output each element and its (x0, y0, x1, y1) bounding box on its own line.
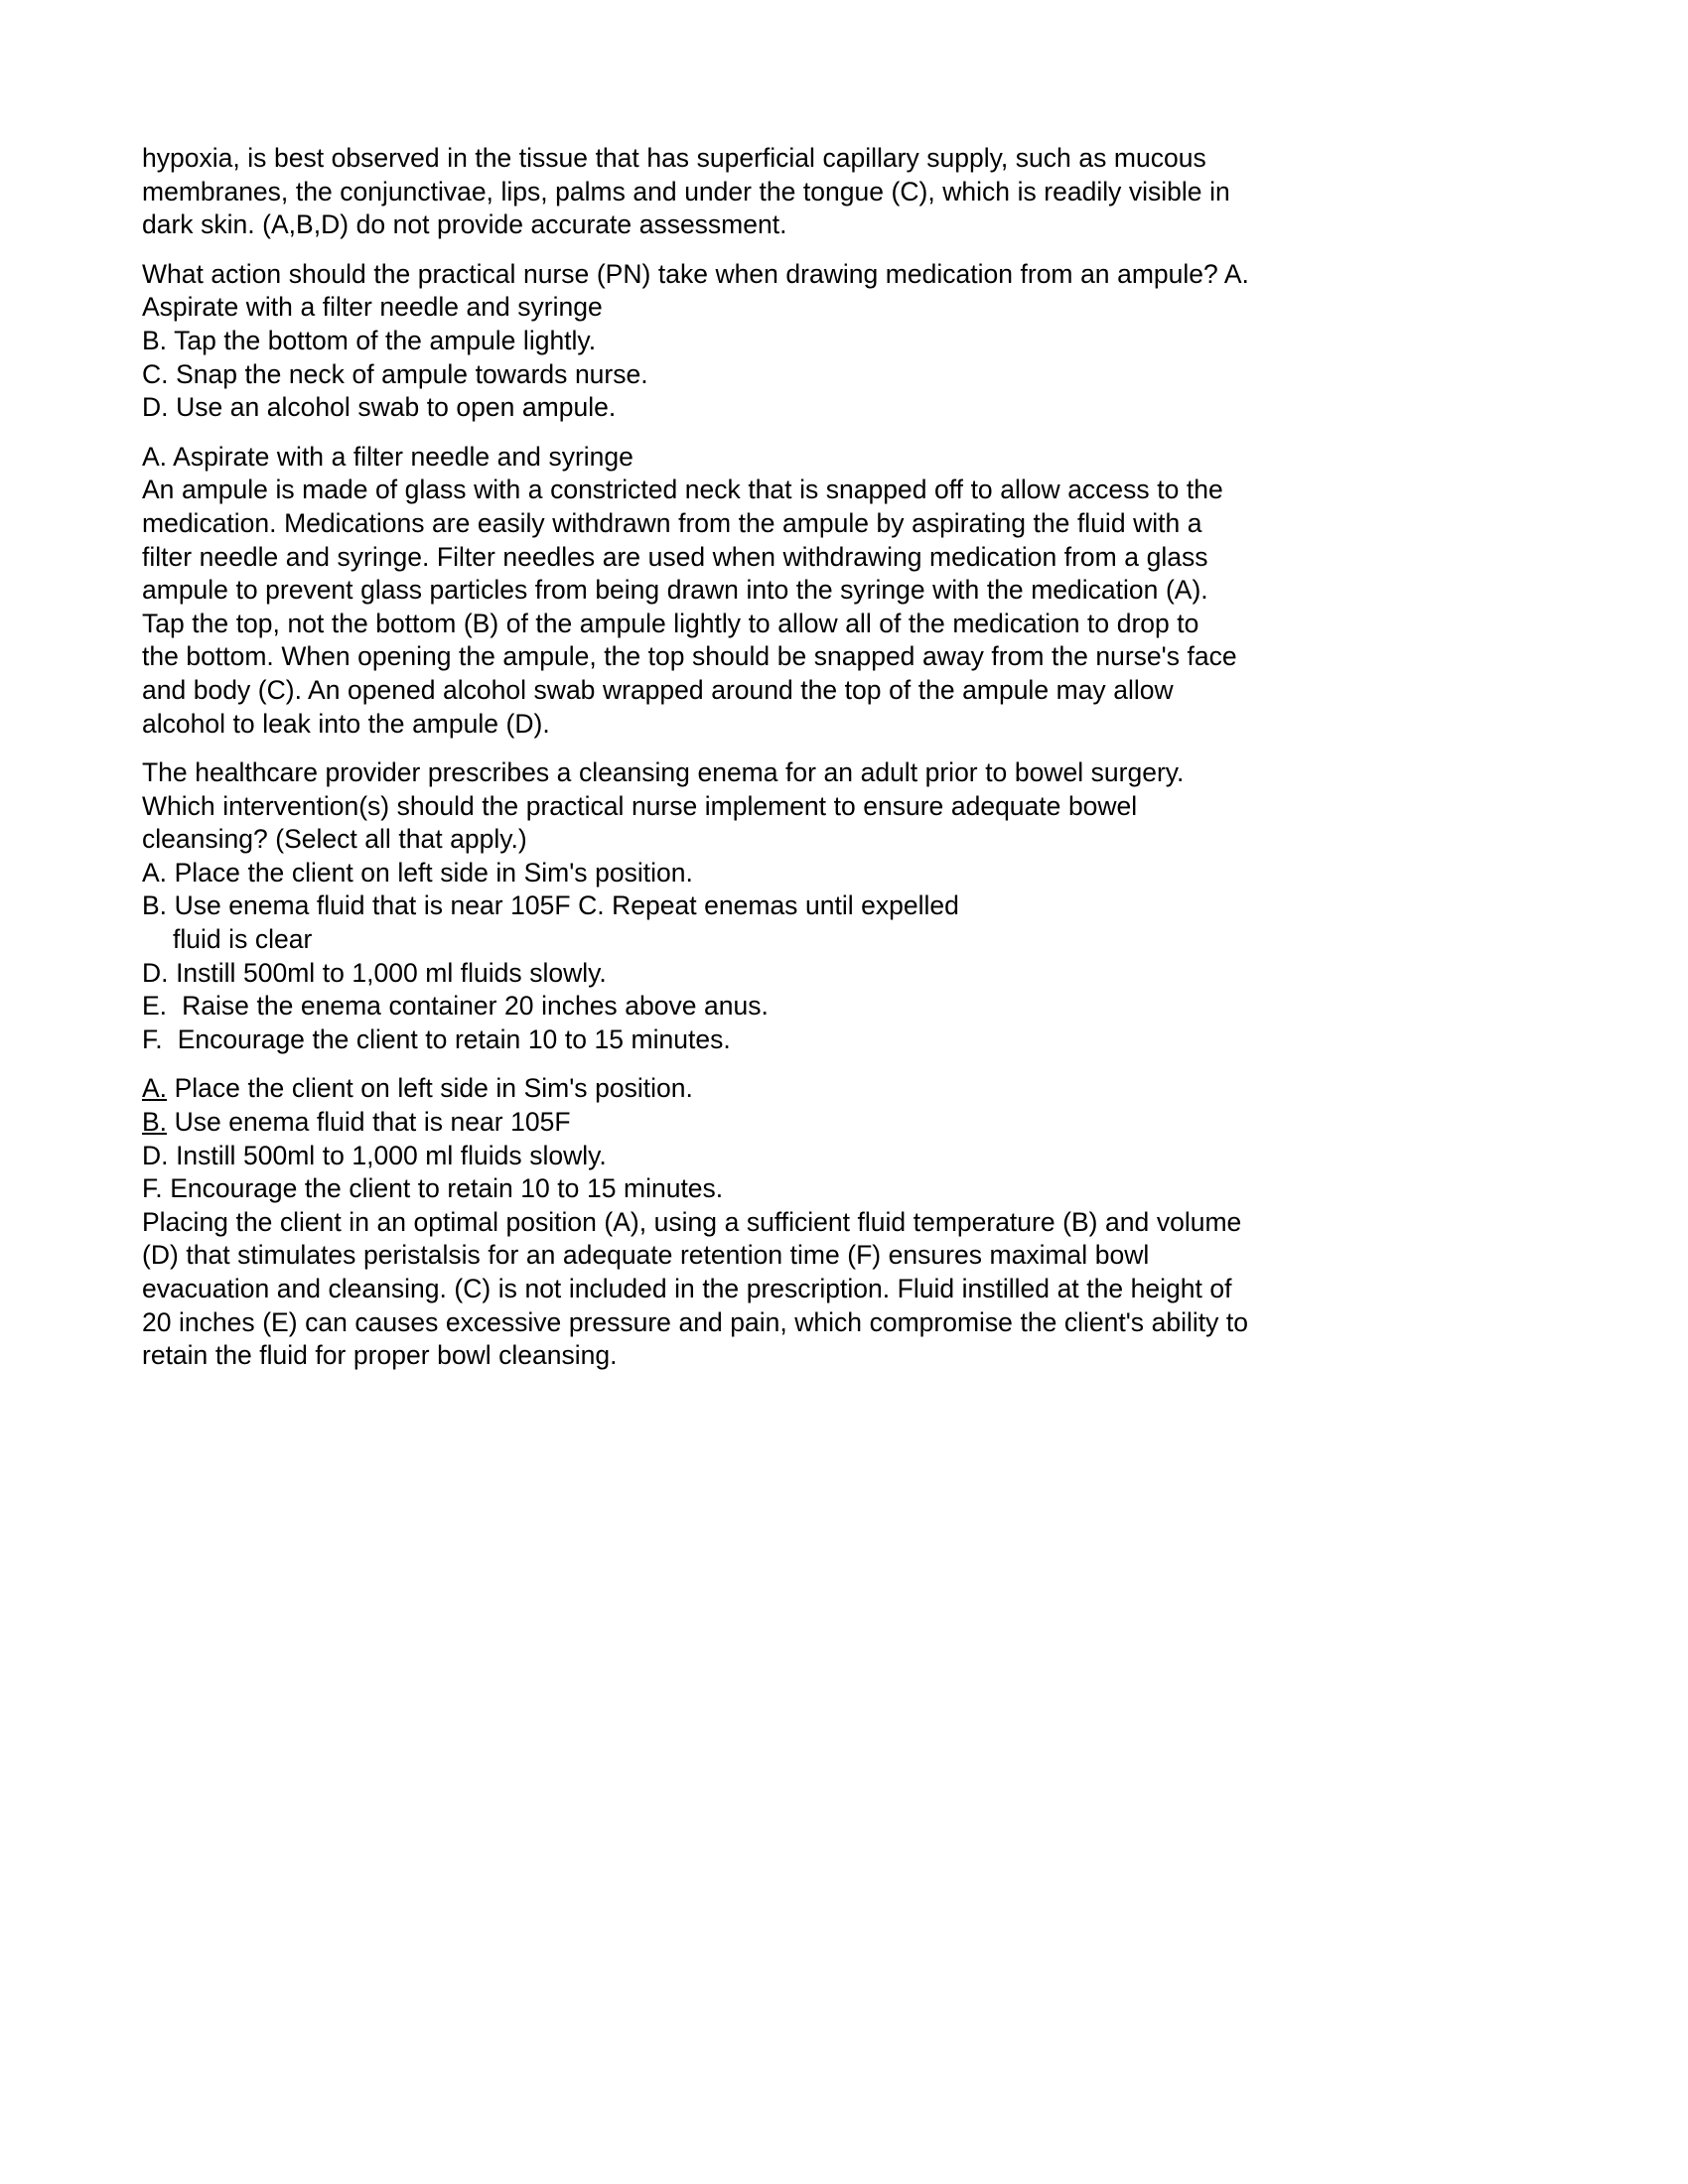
text-line: dark skin. (A,B,D) do not provide accurate assessment. (142, 209, 787, 240)
text-line: membranes, the conjunctivae, lips, palms and under the tongue (C), which is readily visible in (142, 176, 1230, 206)
text-line: Tap the top, not the bottom (B) of the ampule lightly to allow all of the medication to drop to (142, 608, 1199, 638)
text-line: retain the fluid for proper bowl cleansing. (142, 1340, 618, 1371)
answer-letter-d: D. (142, 1140, 169, 1170)
paragraph-enema-question (142, 756, 1455, 1056)
answer-letter-b: B. (142, 1107, 168, 1138)
answer-key-line-f (142, 1172, 1455, 1206)
text-line: An ampule is made of glass with a constricted neck that is snapped off to allow access to the (142, 475, 1223, 505)
paragraph-cyanosis-explanation (142, 142, 1455, 242)
question-stem-line: Which intervention(s) should the practical nurse implement to ensure adequate bowel (142, 790, 1138, 821)
option-c-continuation-line: fluid is clear (173, 924, 313, 955)
option-f-line: F. Encourage the client to retain 10 to 15 minutes. (142, 1024, 731, 1054)
answer-key-line-a (142, 1072, 1455, 1106)
text-line: the bottom. When opening the ampule, the top should be snapped away from the nurse's face (142, 641, 1237, 672)
text-line: evacuation and cleansing. (C) is not included in the prescription. Fluid instilled at the height of (142, 1274, 1232, 1303)
document-text-body (142, 142, 1455, 1373)
answer-letter-a: A. (142, 1073, 168, 1104)
text-line: 20 inches (E) can causes excessive pressure and pain, which compromise the client's ability to (142, 1306, 1249, 1337)
answer-key-line: A. Aspirate with a filter needle and syringe (142, 441, 633, 472)
option-d-line: D. Instill 500ml to 1,000 ml fluids slowly. (142, 957, 607, 988)
text-line: hypoxia, is best observed in the tissue that has superficial capillary supply, such as mucous (142, 143, 1206, 173)
text-line: medication. Medications are easily withdrawn from the ampule by aspirating the fluid with a (142, 507, 1202, 538)
answer-text-f: Encourage the client to retain 10 to 15 minutes. (162, 1173, 724, 1204)
text-line: alcohol to leak into the ampule (D). (142, 708, 550, 739)
option-b-line: B. Use enema fluid that is near 105F C. Repeat enemas until expelled (142, 890, 959, 921)
answer-text-d: Instill 500ml to 1,000 ml fluids slowly. (168, 1140, 607, 1170)
text-line: (D) that stimulates peristalsis for an adequate retention time (F) ensures maximal bowl (142, 1240, 1150, 1271)
option-a-line: Aspirate with a filter needle and syringe (142, 292, 603, 323)
text-line: ampule to prevent glass particles from being drawn into the syringe with the medication (A). (142, 575, 1208, 606)
question-stem-line: cleansing? (Select all that apply.) (142, 824, 527, 855)
text-line: filter needle and syringe. Filter needles are used when withdrawing medication from a glass (142, 541, 1208, 572)
option-b-line: B. Tap the bottom of the ampule lightly. (142, 325, 597, 355)
text-line: and body (C). An opened alcohol swab wrapped around the top of the ampule may allow (142, 674, 1174, 705)
answer-text-a: Place the client on left side in Sim's position. (167, 1073, 693, 1104)
answer-letter-f: F. (142, 1173, 163, 1204)
answer-key-line-b (142, 1106, 1455, 1140)
option-a-line: A. Place the client on left side in Sim's position. (142, 857, 693, 887)
answer-key-line-d (142, 1140, 1455, 1173)
option-c-line: C. Snap the neck of ampule towards nurse. (142, 358, 648, 389)
text-line: Placing the client in an optimal position (A), using a sufficient fluid temperature (B) and volume (142, 1206, 1242, 1237)
paragraph-enema-answer (142, 1072, 1455, 1372)
question-stem-line: The healthcare provider prescribes a cleansing enema for an adult prior to bowel surgery. (142, 757, 1185, 788)
answer-text-b: Use enema fluid that is near 105F (167, 1107, 571, 1138)
option-e-line: E. Raise the enema container 20 inches above anus. (142, 991, 769, 1022)
paragraph-ampule-question (142, 258, 1455, 425)
paragraph-ampule-answer (142, 441, 1455, 741)
option-d-line: D. Use an alcohol swab to open ampule. (142, 392, 617, 423)
question-stem-line: What action should the practical nurse (PN) take when drawing medication from an ampule? A. (142, 258, 1249, 289)
